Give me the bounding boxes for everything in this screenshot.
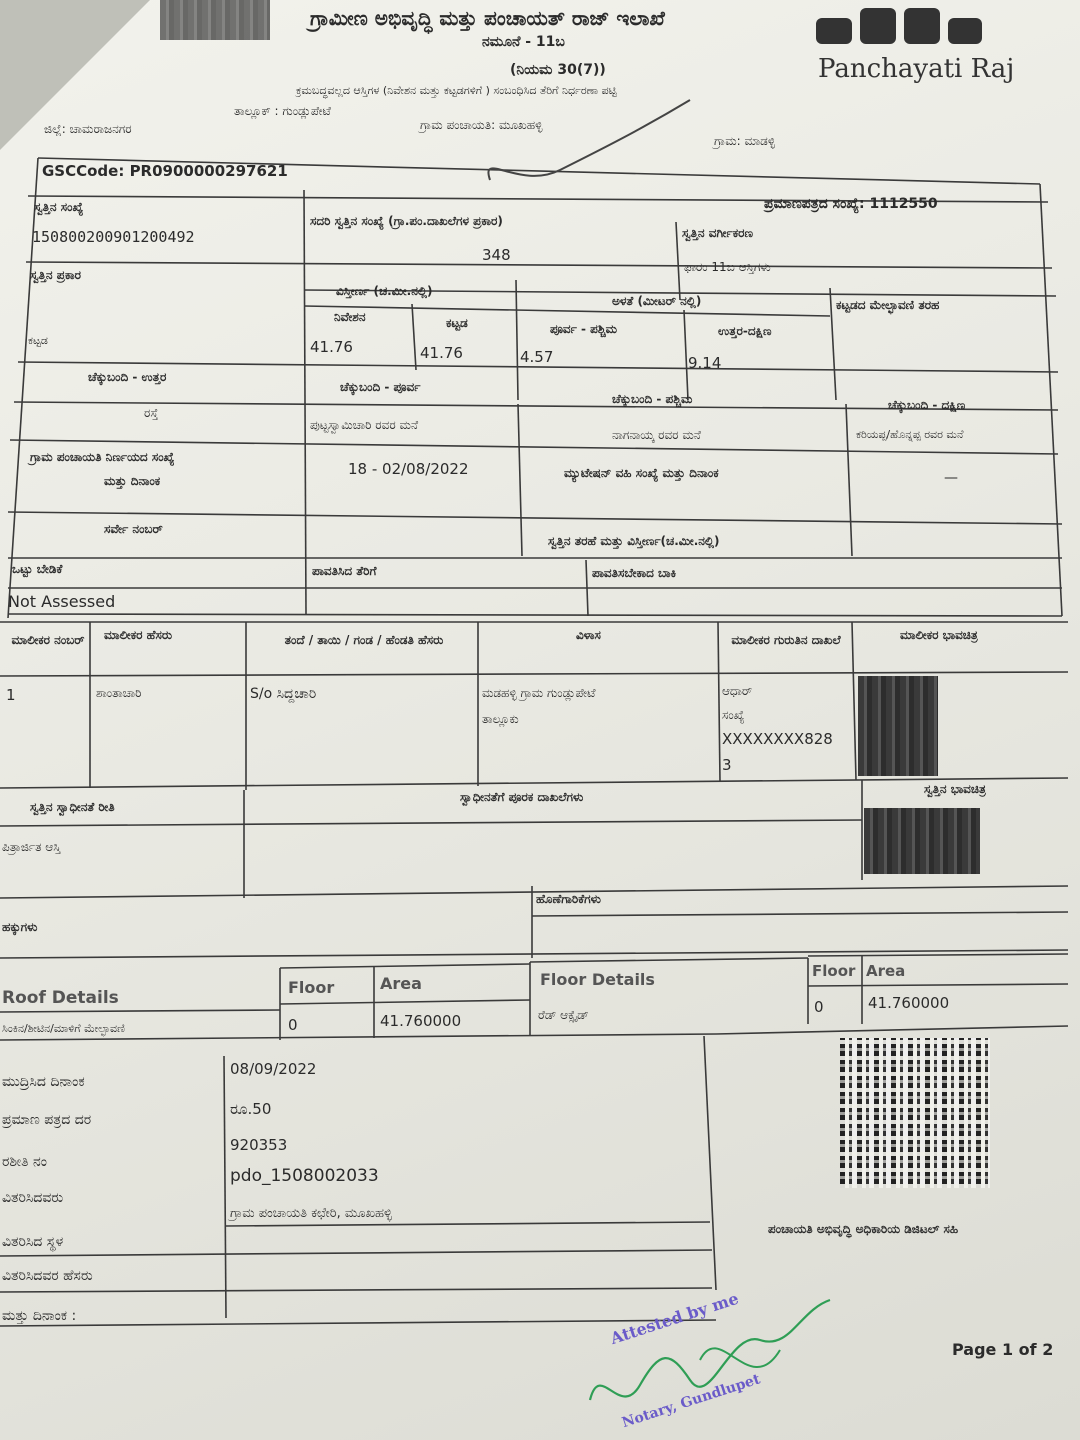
dimension-label: ಅಳತೆ (ಮೀಟರ್ ನಲ್ಲಿ) bbox=[612, 294, 702, 308]
relation-header: ತಂದೆ / ತಾಯಿ / ಗಂಡ / ಹೆಂಡತಿ ಹೆಸರು bbox=[284, 633, 444, 647]
emblem-photo bbox=[160, 0, 270, 40]
resolution-label: ಗ್ರಾಮ ಪಂಚಾಯತಿ ನಿರ್ಣಯದ ಸಂಖ್ಯೆ bbox=[30, 450, 175, 464]
old-number: 348 bbox=[482, 246, 511, 264]
ownership-mode-label: ಸ್ವತ್ತಿನ ಸ್ವಾಧೀನತೆ ರೀತಿ bbox=[30, 800, 115, 814]
form-subtitle: ಕ್ರಮಬದ್ಧವಲ್ಲದ ಆಸ್ತಿಗಳ (ನಿವೇಶನ ಮತ್ತು ಕಟ್ಟಡಗಳಿಗೆ ) ಸಂಬಂಧಿಸಿದ ತೆರಿಗೆ ನಿರ್ಧರಣಾ ಪಟ್ಟಿ bbox=[296, 84, 617, 97]
logo-text: Panchayati Raj bbox=[818, 54, 1015, 84]
north-boundary: ರಸ್ತೆ bbox=[144, 406, 159, 420]
panchayati-raj-logo-icon bbox=[814, 0, 984, 50]
gram-panchayat: ಗ್ರಾಮ ಪಂಚಾಯತಿ: ಮೂಖಹಳ್ಳಿ bbox=[420, 118, 543, 132]
paid-tax-label: ಪಾವತಿಸಿದ ತೆರಿಗೆ bbox=[312, 564, 377, 578]
owner-id-number-end: 3 bbox=[722, 756, 732, 774]
printed-date-label: ಮುದ್ರಿಸಿದ ದಿನಾಂಕ bbox=[2, 1074, 85, 1090]
floor-floor-header: Floor bbox=[812, 962, 856, 980]
owner-name-header: ಮಾಲೀಕರ ಹೆಸರು bbox=[104, 628, 173, 642]
survey-type-label: ಸ್ವತ್ತಿನ ತರಹೆ ಮತ್ತು ವಿಸ್ತೀರ್ಣ(ಚ.ಮೀ.ನಲ್ಲಿ) bbox=[548, 534, 720, 548]
resolution-value: 18 - 02/08/2022 bbox=[348, 460, 469, 478]
date-label: ಮತ್ತು ದಿನಾಂಕ : bbox=[2, 1308, 77, 1324]
liabilities-label: ಹೊಣೆಗಾರಿಕೆಗಳು bbox=[536, 892, 601, 906]
rights-label: ಹಕ್ಕುಗಳು bbox=[2, 920, 38, 934]
demand-label: ಒಟ್ಟು ಬೇಡಿಕೆ bbox=[12, 562, 63, 576]
owner-number-header: ಮಾಲೀಕರ ನಂಬರ್ bbox=[11, 633, 85, 647]
west-boundary-label: ಚೆಕ್ಕುಬಂದಿ - ಪಶ್ಚಿಮ bbox=[612, 392, 693, 406]
form-number: ನಮೂನೆ - 11ಬ bbox=[482, 34, 565, 50]
building-label: ಕಟ್ಟಡ bbox=[446, 316, 468, 330]
certificate-fee: ರೂ.50 bbox=[230, 1100, 272, 1118]
roof-type-label: ಕಟ್ಟಡದ ಮೇಲ್ಛಾವಣಿ ತರಹ bbox=[836, 298, 940, 312]
issued-by: pdo_1508002033 bbox=[230, 1166, 379, 1186]
ownership-docs-label: ಸ್ವಾಧೀನತೆಗೆ ಪೂರಕ ದಾಖಲೆಗಳು bbox=[460, 790, 584, 804]
east-boundary-label: ಚೆಕ್ಕುಬಂದಿ - ಪೂರ್ವ bbox=[340, 380, 421, 394]
east-west-value: 4.57 bbox=[520, 348, 554, 366]
north-south-value: 9.14 bbox=[688, 354, 722, 372]
classification-label: ಸ್ವತ್ತಿನ ವರ್ಗೀಕರಣ bbox=[682, 226, 753, 240]
certificate-fee-label: ಪ್ರಮಾಣ ಪತ್ರದ ದರ bbox=[2, 1112, 92, 1128]
floor-type: ರೆಡ್ ಆಕ್ಸೈಡ್ bbox=[538, 1008, 589, 1022]
attested-stamp: Attested by me bbox=[608, 1288, 741, 1349]
east-west-label: ಪೂರ್ವ - ಪಶ್ಚಿಮ bbox=[550, 322, 618, 336]
property-number: 150800200901200492 bbox=[32, 228, 195, 246]
roof-floor: 0 bbox=[288, 1016, 298, 1034]
owner-photo bbox=[858, 676, 938, 776]
north-south-label: ಉತ್ತರ-ದಕ್ಷಿಣ bbox=[718, 324, 772, 338]
owner-address-line-1: ಮಡಹಳ್ಳಿ ಗ್ರಾಮ ಗುಂಡ್ಲುಪೇಟೆ bbox=[482, 686, 596, 700]
floor-area-header: Area bbox=[866, 962, 906, 980]
roof-floor-header: Floor bbox=[288, 978, 335, 997]
owner-photo-header: ಮಾಲೀಕರ ಭಾವಚಿತ್ರ bbox=[900, 628, 978, 642]
south-boundary-label: ಚೆಕ್ಕುಬಂದಿ - ದಕ್ಷಿಣ bbox=[888, 398, 966, 412]
site-area: 41.76 bbox=[310, 338, 353, 356]
east-boundary: ಪುಟ್ಟಸ್ವಾಮಿಚಾರಿ ರವರ ಮನೆ bbox=[310, 418, 419, 432]
receipt-number: 920353 bbox=[230, 1136, 288, 1154]
mutation-value: — bbox=[944, 470, 958, 486]
area-label: ವಿಸ್ತೀರ್ಣ (ಚ.ಮೀ.ನಲ್ಲಿ) bbox=[336, 284, 433, 298]
west-boundary: ನಾಗನಾಯ್ಕ ರವರ ಮನೆ bbox=[612, 428, 701, 442]
owner-relation: S/o ಸಿದ್ದಚಾರಿ bbox=[250, 686, 317, 702]
issued-by-label: ವಿತರಿಸಿದವರು bbox=[2, 1190, 64, 1206]
old-number-label: ಸದರಿ ಸ್ವತ್ತಿನ ಸಂಖ್ಯೆ (ಗ್ರಾ.ಪಂ.ದಾಖಲೆಗಳ ಪ್ರಕಾರ) bbox=[310, 214, 503, 228]
department-title: ಗ್ರಾಮೀಣ ಅಭಿವೃದ್ಧಿ ಮತ್ತು ಪಂಚಾಯತ್ ರಾಜ್ ಇಲಾಖೆ bbox=[310, 6, 665, 30]
property-type-label: ಸ್ವತ್ತಿನ ಪ್ರಕಾರ bbox=[30, 268, 81, 282]
owner-id-header: ಮಾಲೀಕರ ಗುರುತಿನ ದಾಖಲೆ bbox=[731, 633, 841, 647]
roof-type: ಸಿಂಕಿನ/ಶೀಟಿನ/ಮಾಳಿಗೆ ಮೇಲ್ಛಾವಣಿ bbox=[2, 1022, 125, 1035]
page-number: Page 1 of 2 bbox=[952, 1340, 1054, 1359]
village: ಗ್ರಾಮ: ಮಾಡಳ್ಳಿ bbox=[714, 134, 776, 148]
address-header: ವಿಳಾಸ bbox=[576, 628, 601, 642]
qr-code-icon bbox=[840, 1038, 990, 1188]
issued-place-label: ವಿತರಿಸಿದ ಸ್ಥಳ bbox=[2, 1234, 64, 1250]
digital-signature-label: ಪಂಚಾಯತಿ ಅಭಿವೃದ್ಧಿ ಅಧಿಕಾರಿಯ ಡಿಜಿಟಲ್ ಸಹಿ bbox=[768, 1222, 959, 1236]
resolution-date-label: ಮತ್ತು ದಿನಾಂಕ bbox=[104, 474, 161, 488]
roof-area: 41.760000 bbox=[380, 1012, 462, 1030]
certificate-number: ಪ್ರಮಾಣಪತ್ರದ ಸಂಖ್ಯೆ: 1112550 bbox=[764, 196, 938, 212]
property-number-label: ಸ್ವತ್ತಿನ ಸಂಖ್ಯೆ bbox=[34, 200, 84, 214]
property-photo-label: ಸ್ವತ್ತಿನ ಭಾವಚಿತ್ರ bbox=[924, 782, 986, 796]
building-area: 41.76 bbox=[420, 344, 463, 362]
taluk: ತಾಲ್ಲೂಕ್ : ಗುಂಡ್ಲುಪೇಟೆ bbox=[234, 104, 331, 118]
roof-details-title: Roof Details bbox=[2, 988, 119, 1008]
notary-signature bbox=[580, 1290, 840, 1430]
printed-date: 08/09/2022 bbox=[230, 1060, 317, 1078]
owner-name: ಶಾಂತಾಚಾರಿ bbox=[96, 686, 142, 700]
north-boundary-label: ಚೆಕ್ಕುಬಂದಿ - ಉತ್ತರ bbox=[88, 370, 167, 384]
site-label: ನಿವೇಶನ bbox=[334, 310, 366, 324]
rule-reference: (ನಿಯಮ 30(7)) bbox=[510, 62, 606, 78]
balance-label: ಪಾವತಿಸಬೇಕಾದ ಬಾಕಿ bbox=[592, 566, 677, 580]
floor-area: 41.760000 bbox=[868, 994, 950, 1012]
receipt-number-label: ರಶೀತಿ ನಂ bbox=[2, 1154, 47, 1170]
mutation-label: ಮ್ಯುಟೇಷನ್ ವಹಿ ಸಂಖ್ಯೆ ಮತ್ತು ದಿನಾಂಕ bbox=[564, 466, 719, 480]
owner-address-line-2: ತಾಲ್ಲೂಕು bbox=[482, 712, 519, 726]
property-type-value: ಕಟ್ಟಡ bbox=[28, 334, 48, 347]
floor-details-title: Floor Details bbox=[540, 970, 655, 989]
south-boundary: ಕರಿಯಪ್ಪ/ಹೊನ್ನಪ್ಪ ರವರ ಮನೆ bbox=[856, 428, 964, 441]
owner-id-type: ಆಧಾರ್ bbox=[722, 684, 753, 698]
classification-value: ಫಾರಂ 11ಬ ಆಸ್ತಿಗಳು bbox=[684, 260, 771, 274]
owner-id-number-label: ಸಂಖ್ಯೆ bbox=[722, 708, 745, 722]
floor-floor: 0 bbox=[814, 998, 824, 1016]
owner-id-number: XXXXXXXX828 bbox=[722, 730, 833, 748]
assessment-status: Not Assessed bbox=[8, 592, 116, 611]
gsc-code: GSCCode: PR0900000297621 bbox=[42, 162, 288, 180]
roof-area-header: Area bbox=[380, 974, 422, 993]
survey-label: ಸರ್ವೇ ನಂಬರ್ bbox=[104, 522, 163, 536]
district: ಜಿಲ್ಲೆ: ಚಾಮರಾಜನಗರ bbox=[44, 122, 132, 136]
ownership-mode-value: ಪಿತ್ರಾರ್ಜಿತ ಆಸ್ತಿ bbox=[2, 840, 61, 854]
recipient-name-label: ವಿತರಿಸಿದವರ ಹೆಸರು bbox=[2, 1268, 93, 1284]
notary-stamp: Notary, Gundlupet bbox=[620, 1371, 763, 1432]
owner-number: 1 bbox=[6, 686, 16, 704]
issued-place: ಗ್ರಾಮ ಪಂಚಾಯತಿ ಕಛೇರಿ, ಮೂಖಹಳ್ಳಿ bbox=[230, 1206, 392, 1221]
property-photo bbox=[864, 808, 980, 874]
